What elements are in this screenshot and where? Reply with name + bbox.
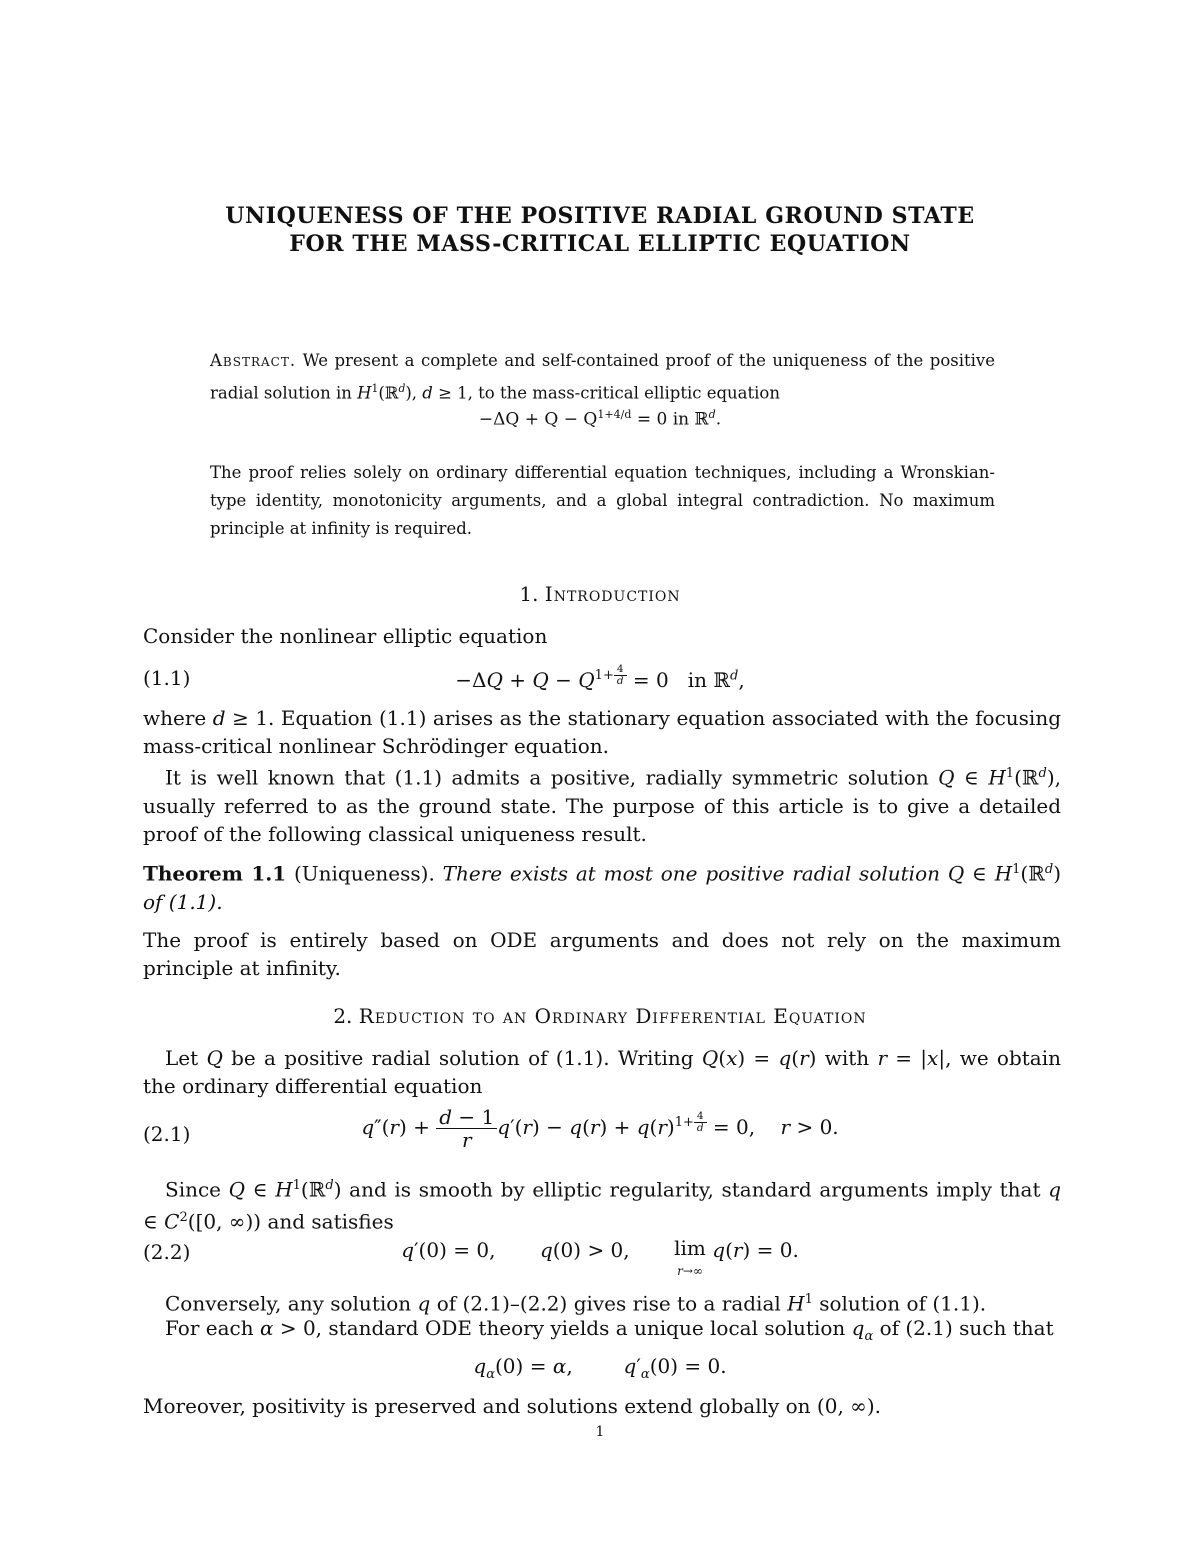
section-2-heading: 2. Reduction to an Ordinary Differential Equation — [333, 1004, 867, 1028]
theorem-label: Theorem 1.1 — [143, 861, 287, 886]
section-1-heading: 1. Introduction — [519, 582, 681, 606]
section-1-intro: Consider the nonlinear elliptic equation — [143, 624, 548, 648]
abstract-paragraph-2: The proof relies solely on ordinary differential equation techniques, including a Wronskian-type identity, monotonicity arguments, and a global integral contradiction. No maximum principle at infinity is required. — [210, 463, 995, 538]
theorem-1-1: Theorem 1.1 (Uniqueness). There exists at most one positive radial solution Q ∈ $H^1(ℝ^d)$ of (1.1). — [143, 861, 1061, 914]
theorem-name: (Uniqueness). — [293, 861, 435, 886]
section-1-paragraph-1: where d ≥ 1. Equation (1.1) arises as the stationary equation associated with the focusing mass-critical nonlinear Schrödinger equation. — [143, 706, 1062, 758]
section-2-paragraph-5: Moreover, positivity is preserved and solutions extend globally on (0, ∞). — [143, 1394, 881, 1418]
section-2-paragraph-4: For each α > 0, standard ODE theory yields a unique local solution $q_\alpha$ of (2.1) such that — [165, 1316, 1054, 1344]
equation-2-1-label: (2.1) — [143, 1122, 191, 1146]
equation-2-2: q′(0) = 0, q(0) > 0, lim r→∞ q(r) = 0. — [401, 1236, 799, 1278]
section-2-paragraph-1: Let Q be a positive radial solution of (1.1). Writing Q(x) = q(r) with r = |x|, we obtain the ordinary differential equation — [143, 1046, 1062, 1098]
section-1-paragraph-3: The proof is entirely based on ODE arguments and does not rely on the maximum principle at infinity. — [143, 928, 1061, 980]
section-2-paragraph-2: Since Q ∈ $H^1(ℝ^d)$ and is smooth by elliptic regularity, standard arguments imply that q ∈ $C^2([0$, ∞)) and satisfies — [143, 1177, 1061, 1234]
abstract-label: Abstract. — [210, 351, 297, 370]
equation-1-1: $-\Delta Q + Q - Q^{1+ \frac{4}{d}}$ = 0 in ℝ$^d$, — [455, 663, 745, 693]
page-number: 1 — [595, 1424, 605, 1440]
initial-conditions-equation: $q_\alpha(0) = \alpha$, $q'_\alpha(0) = 0$. — [473, 1354, 727, 1382]
equation-1-1-label: (1.1) — [143, 666, 191, 690]
section-2-paragraph-3: Conversely, any solution q of (2.1)–(2.2) gives rise to a radial $H^1$ solution of (1.1). — [165, 1291, 987, 1316]
abstract-equation: $-\Delta Q + Q - Q^{1+4/d} = 0$ in ℝ$^d$. — [478, 408, 722, 430]
paper-title-line-1: UNIQUENESS OF THE POSITIVE RADIAL GROUND STATE — [225, 203, 975, 229]
abstract-text-a: We present a complete and self-contained proof of the uniqueness of the positive radial solution in — [210, 351, 995, 403]
paper-title-line-2: FOR THE MASS-CRITICAL ELLIPTIC EQUATION — [289, 231, 911, 257]
abstract-text-b: to the mass-critical elliptic equation — [478, 383, 780, 403]
section-1-paragraph-2: It is well known that (1.1) admits a positive, radially symmetric solution Q ∈ $H^1(ℝ^d)$, usually referred to as the ground state. The purpose of this article is to give a detailed proof of the following classical uniqueness result. — [143, 765, 1061, 846]
equation-2-2-label: (2.2) — [143, 1240, 191, 1264]
equation-2-1: q″(r) + $\frac{d - 1}{r}$ $q'(r) - q(r) + q(r)^{1+ \frac{4}{d}}$ = 0, r > 0. — [361, 1105, 839, 1152]
abstract-paragraph-1: Abstract. We present a complete and self-contained proof of the uniqueness of the positive radial solution in $H^1(ℝ^d)$, d ≥ 1, to the mass-critical elliptic equation — [210, 351, 995, 403]
